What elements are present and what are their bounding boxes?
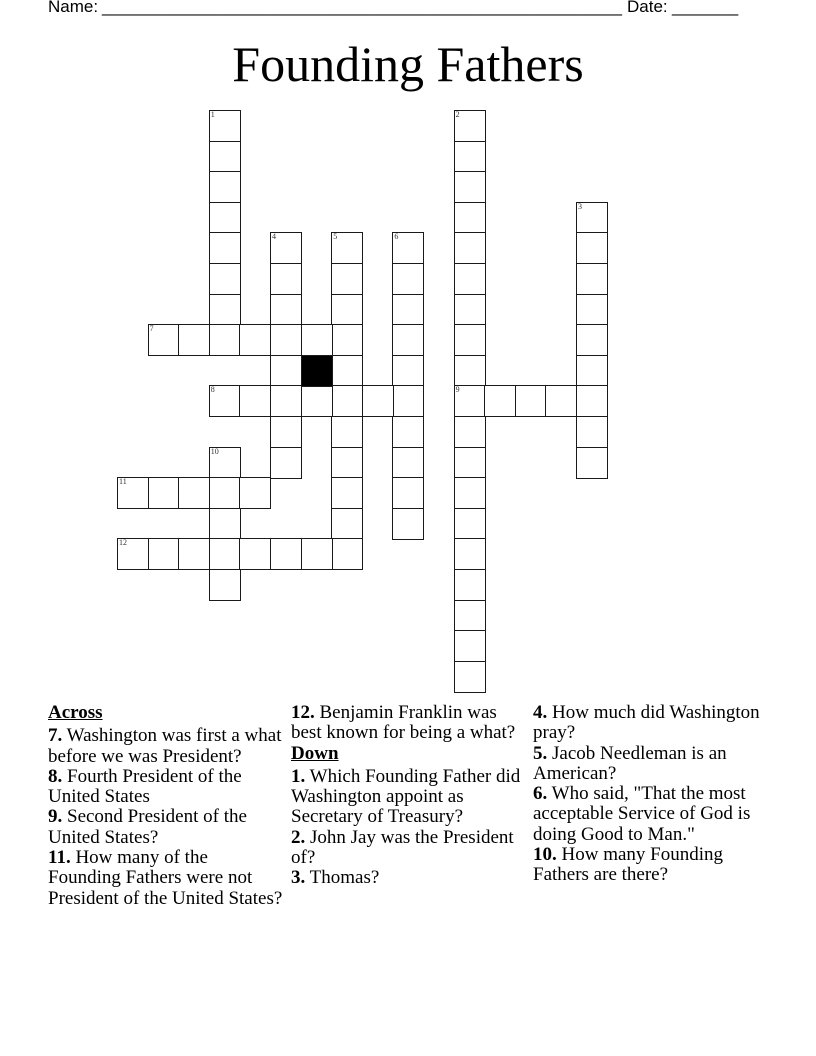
clue-number: 7.	[48, 725, 63, 747]
clue-text: Washington was first a what before we was President?	[48, 725, 282, 767]
clue-number: 10.	[533, 844, 557, 866]
grid-cell[interactable]	[454, 110, 486, 142]
clue-text: Jacob Needleman is an American?	[533, 742, 727, 784]
grid-cell[interactable]	[270, 355, 302, 387]
grid-cell[interactable]	[454, 171, 486, 203]
grid-cell[interactable]	[209, 110, 241, 142]
grid-cell[interactable]	[270, 416, 302, 448]
grid-cell[interactable]	[270, 232, 302, 264]
grid-cell[interactable]	[117, 538, 149, 570]
clue-number: 4.	[533, 702, 548, 723]
clue-across-8	[48, 767, 284, 808]
cell-number: 2	[455, 110, 460, 119]
grid-cell[interactable]	[454, 355, 486, 387]
grid-cell[interactable]	[392, 385, 424, 417]
grid-cell[interactable]	[454, 661, 486, 693]
clue-text: Benjamin Franklin was best known for being a what?	[291, 702, 516, 744]
clue-across-11	[48, 848, 284, 909]
cell-number: 7	[149, 324, 154, 334]
clue-down-4	[533, 703, 769, 744]
cell-number: 8	[210, 385, 215, 395]
grid-cell[interactable]	[576, 324, 608, 356]
grid-cell[interactable]	[454, 447, 486, 479]
grid-cell[interactable]	[392, 508, 424, 540]
grid-cell[interactable]	[454, 202, 486, 234]
grid-cell[interactable]	[209, 141, 241, 173]
grid-cell[interactable]	[209, 569, 241, 601]
grid-cell[interactable]	[209, 508, 241, 540]
clue-text: Who said, "That the most acceptable Service of God is doing Good to Man."	[533, 783, 751, 845]
grid-cell[interactable]	[362, 385, 394, 417]
grid-cell[interactable]	[576, 202, 608, 234]
clue-number: 12.	[291, 702, 315, 723]
clue-number: 8.	[48, 765, 63, 787]
clue-number: 6.	[533, 783, 548, 805]
clue-down-1	[291, 767, 527, 828]
clue-text: How many of the Founding Fathers were not President of the United States?	[48, 847, 283, 909]
grid-cell[interactable]	[392, 416, 424, 448]
grid-cell[interactable]	[392, 324, 424, 356]
grid-cell[interactable]	[270, 294, 302, 326]
grid-cell[interactable]	[209, 538, 241, 570]
grid-cell[interactable]	[331, 324, 363, 356]
grid-cell[interactable]	[454, 416, 486, 448]
name-field[interactable]: _______________________________________________________	[102, 0, 623, 16]
grid-cell[interactable]	[301, 385, 333, 417]
name-label: Name:	[48, 0, 99, 16]
grid-cell[interactable]	[545, 385, 577, 417]
grid-cell[interactable]	[392, 355, 424, 387]
clue-text: Fourth President of the United States	[48, 765, 242, 808]
clue-text: Thomas?	[309, 867, 380, 889]
grid-cell[interactable]	[576, 447, 608, 479]
cell-number: 5	[333, 232, 338, 242]
grid-cell[interactable]	[209, 171, 241, 203]
clue-text: How much did Washington pray?	[533, 702, 760, 744]
cell-number: 6	[394, 232, 399, 242]
grid-cell[interactable]	[239, 385, 271, 417]
grid-cell[interactable]	[239, 477, 271, 509]
grid-cell[interactable]	[301, 324, 333, 356]
grid-cell[interactable]	[239, 324, 271, 356]
grid-cell[interactable]	[331, 294, 363, 326]
grid-cell[interactable]	[454, 600, 486, 632]
grid-cell[interactable]	[515, 385, 547, 417]
grid-cell[interactable]	[454, 508, 486, 540]
grid-cell[interactable]	[454, 141, 486, 173]
grid-cell[interactable]	[454, 324, 486, 356]
grid-cell[interactable]	[178, 477, 210, 509]
grid-cell[interactable]	[209, 294, 241, 326]
grid-cell[interactable]	[392, 263, 424, 295]
grid-cell[interactable]	[454, 232, 486, 264]
grid-cell[interactable]	[331, 263, 363, 295]
grid-cell[interactable]	[454, 477, 486, 509]
clues-column-2	[291, 703, 527, 889]
grid-cell[interactable]	[178, 324, 210, 356]
cell-number: 1	[210, 110, 215, 119]
grid-cell[interactable]	[148, 477, 180, 509]
clue-text: John Jay was the President of?	[291, 826, 514, 869]
grid-cell[interactable]	[209, 202, 241, 234]
clue-across-9	[48, 807, 284, 848]
cell-number: 11	[119, 477, 127, 487]
cell-number: 4	[272, 232, 276, 242]
grid-cell[interactable]	[331, 477, 363, 509]
grid-cell[interactable]	[576, 294, 608, 326]
page-title: Founding Fathers	[232, 36, 584, 92]
date-label: Date:	[627, 0, 668, 16]
grid-cell[interactable]	[209, 232, 241, 264]
grid-cell[interactable]	[331, 447, 363, 479]
grid-cell[interactable]	[576, 232, 608, 264]
down-heading: Down	[291, 742, 339, 764]
grid-cell[interactable]	[331, 385, 363, 417]
grid-cell[interactable]	[576, 385, 608, 417]
grid-cell[interactable]	[331, 416, 363, 448]
grid-cell[interactable]	[392, 477, 424, 509]
grid-cell[interactable]	[301, 538, 333, 570]
grid-cell[interactable]	[209, 263, 241, 295]
grid-cell[interactable]	[392, 294, 424, 326]
grid-cell[interactable]	[209, 324, 241, 356]
clue-down-5	[533, 744, 769, 785]
clue-number: 2.	[291, 826, 306, 848]
grid-cell[interactable]	[209, 385, 241, 417]
grid-cell[interactable]	[392, 447, 424, 479]
clue-down-10	[533, 845, 769, 886]
clue-text: Which Founding Father did Washington appoint as Secretary of Treasury?	[291, 765, 521, 828]
grid-cell[interactable]	[178, 538, 210, 570]
clue-down-2	[291, 828, 527, 869]
grid-cell[interactable]	[270, 447, 302, 479]
clue-across-12	[291, 703, 527, 744]
grid-cell[interactable]	[209, 447, 241, 479]
clue-number: 11.	[48, 847, 71, 869]
clue-down-3	[291, 868, 527, 888]
grid-cell[interactable]	[454, 569, 486, 601]
grid-cell[interactable]	[239, 538, 271, 570]
cell-number: 12	[119, 538, 127, 548]
grid-cell[interactable]	[270, 324, 302, 356]
grid-cell[interactable]	[484, 385, 516, 417]
clue-down-6	[533, 784, 769, 845]
cell-number: 3	[578, 201, 582, 211]
clue-number: 5.	[533, 742, 548, 764]
grid-cell[interactable]	[454, 385, 486, 417]
grid-cell[interactable]	[270, 263, 302, 295]
clues-column-1	[48, 703, 284, 909]
grid-cell[interactable]	[331, 508, 363, 540]
clue-text: Second President of the United States?	[48, 806, 247, 848]
grid-cell[interactable]	[331, 355, 363, 387]
grid-cell[interactable]	[117, 477, 149, 509]
grid-cell[interactable]	[148, 324, 180, 356]
grid-cell[interactable]	[576, 355, 608, 387]
grid-cell[interactable]	[454, 263, 486, 295]
grid-cell[interactable]	[454, 630, 486, 662]
grid-cell[interactable]	[331, 538, 363, 570]
cell-number: 10	[210, 446, 219, 456]
across-heading: Across	[48, 702, 103, 723]
clue-text: How many Founding Fathers are there?	[533, 844, 723, 886]
clue-across-7	[48, 726, 284, 767]
grid-cell[interactable]	[454, 294, 486, 326]
grid-cell[interactable]	[270, 538, 302, 570]
black-cell	[301, 355, 333, 387]
grid-cell[interactable]	[148, 538, 180, 570]
grid-cell[interactable]	[454, 538, 486, 570]
grid-cell[interactable]	[270, 385, 302, 417]
grid-cell[interactable]	[209, 477, 241, 509]
clue-number: 9.	[48, 806, 63, 828]
cell-number: 9	[455, 385, 460, 395]
grid-cell[interactable]	[392, 232, 424, 264]
grid-cell[interactable]	[576, 263, 608, 295]
date-field[interactable]: _______	[672, 0, 739, 16]
clues-column-3	[533, 703, 769, 886]
clue-number: 3.	[291, 867, 306, 889]
grid-cell[interactable]	[576, 416, 608, 448]
clue-number: 1.	[291, 765, 306, 787]
grid-cell[interactable]	[331, 232, 363, 264]
